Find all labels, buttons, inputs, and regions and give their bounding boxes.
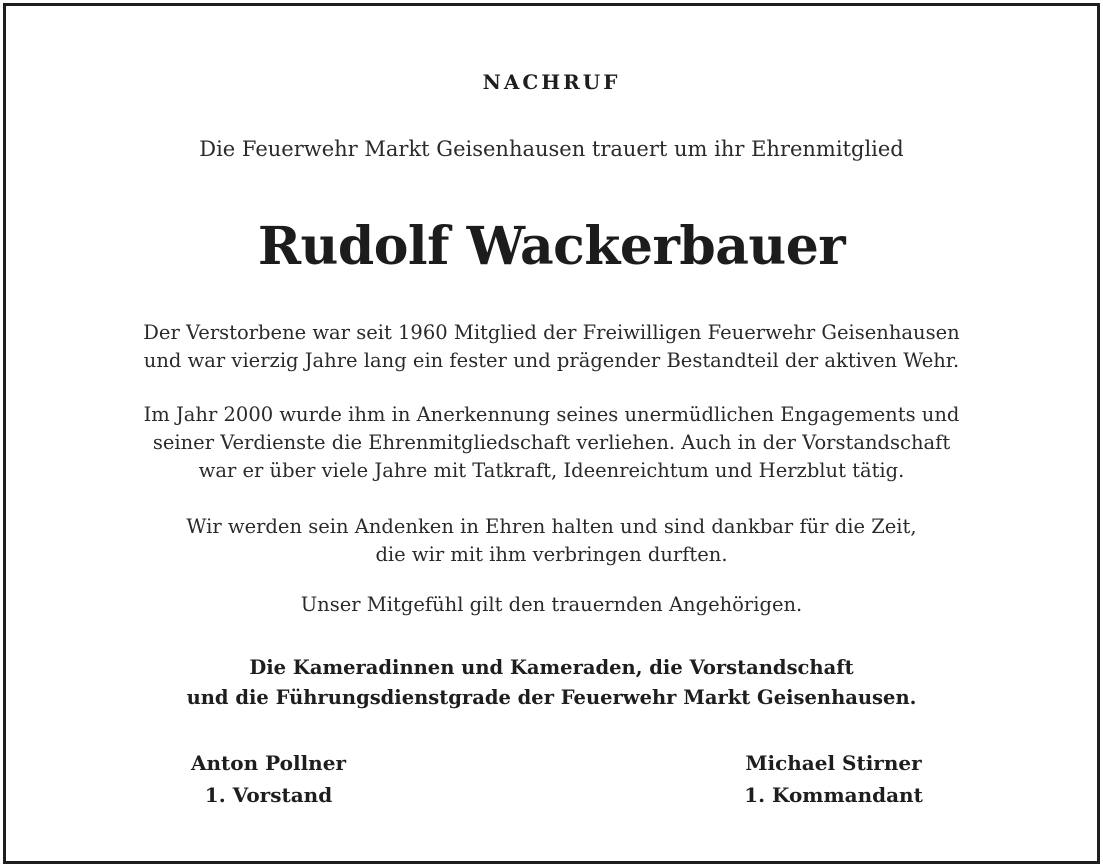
paragraph-remembrance: [42, 513, 1061, 569]
signatory-name: Anton Pollner: [191, 751, 346, 775]
paragraph-line: Wir werden sein Andenken in Ehren halten und sind dankbar für die Zeit,: [186, 515, 917, 538]
paragraph-line: Unser Mitgefühl gilt den trauernden Angehörigen.: [300, 593, 803, 616]
paragraph-honorary: [42, 401, 1061, 485]
signatory-left: [136, 747, 401, 811]
signatory-title: 1. Kommandant: [744, 783, 923, 807]
paragraph-line: die wir mit ihm verbringen durften.: [375, 543, 728, 566]
closing-line: Die Kameradinnen und Kameraden, die Vorstandschaft: [249, 656, 854, 679]
paragraph-membership: [42, 319, 1061, 375]
signatory-name: Michael Stirner: [745, 751, 922, 775]
paragraph-condolence: [42, 591, 1061, 619]
paragraph-line: Im Jahr 2000 wurde ihm in Anerkennung seines unermüdlichen Engagements und: [143, 403, 960, 426]
paragraph-line: und war vierzig Jahre lang ein fester und prägender Bestandteil der aktiven Wehr.: [143, 349, 960, 372]
intro-line: Die Feuerwehr Markt Geisenhausen trauert um ihr Ehrenmitglied: [199, 137, 904, 161]
signatory-title: 1. Vorstand: [204, 783, 333, 807]
paragraph-line: seiner Verdienste die Ehrenmitgliedschaft verliehen. Auch in der Vorstandschaft: [152, 431, 951, 454]
closing-signature-block: [6, 653, 1097, 713]
notice-heading: NACHRUF: [482, 70, 621, 94]
deceased-name: Rudolf Wackerbauer: [257, 216, 846, 277]
paragraph-line: war er über viele Jahre mit Tatkraft, Ideenreichtum und Herzblut tätig.: [198, 459, 905, 482]
signatory-right: [701, 747, 966, 811]
obituary-frame: [3, 3, 1100, 864]
closing-line: und die Führungsdienstgrade der Feuerwehr Markt Geisenhausen.: [186, 686, 917, 709]
paragraph-line: Der Verstorbene war seit 1960 Mitglied der Freiwilligen Feuerwehr Geisenhausen: [143, 321, 960, 344]
